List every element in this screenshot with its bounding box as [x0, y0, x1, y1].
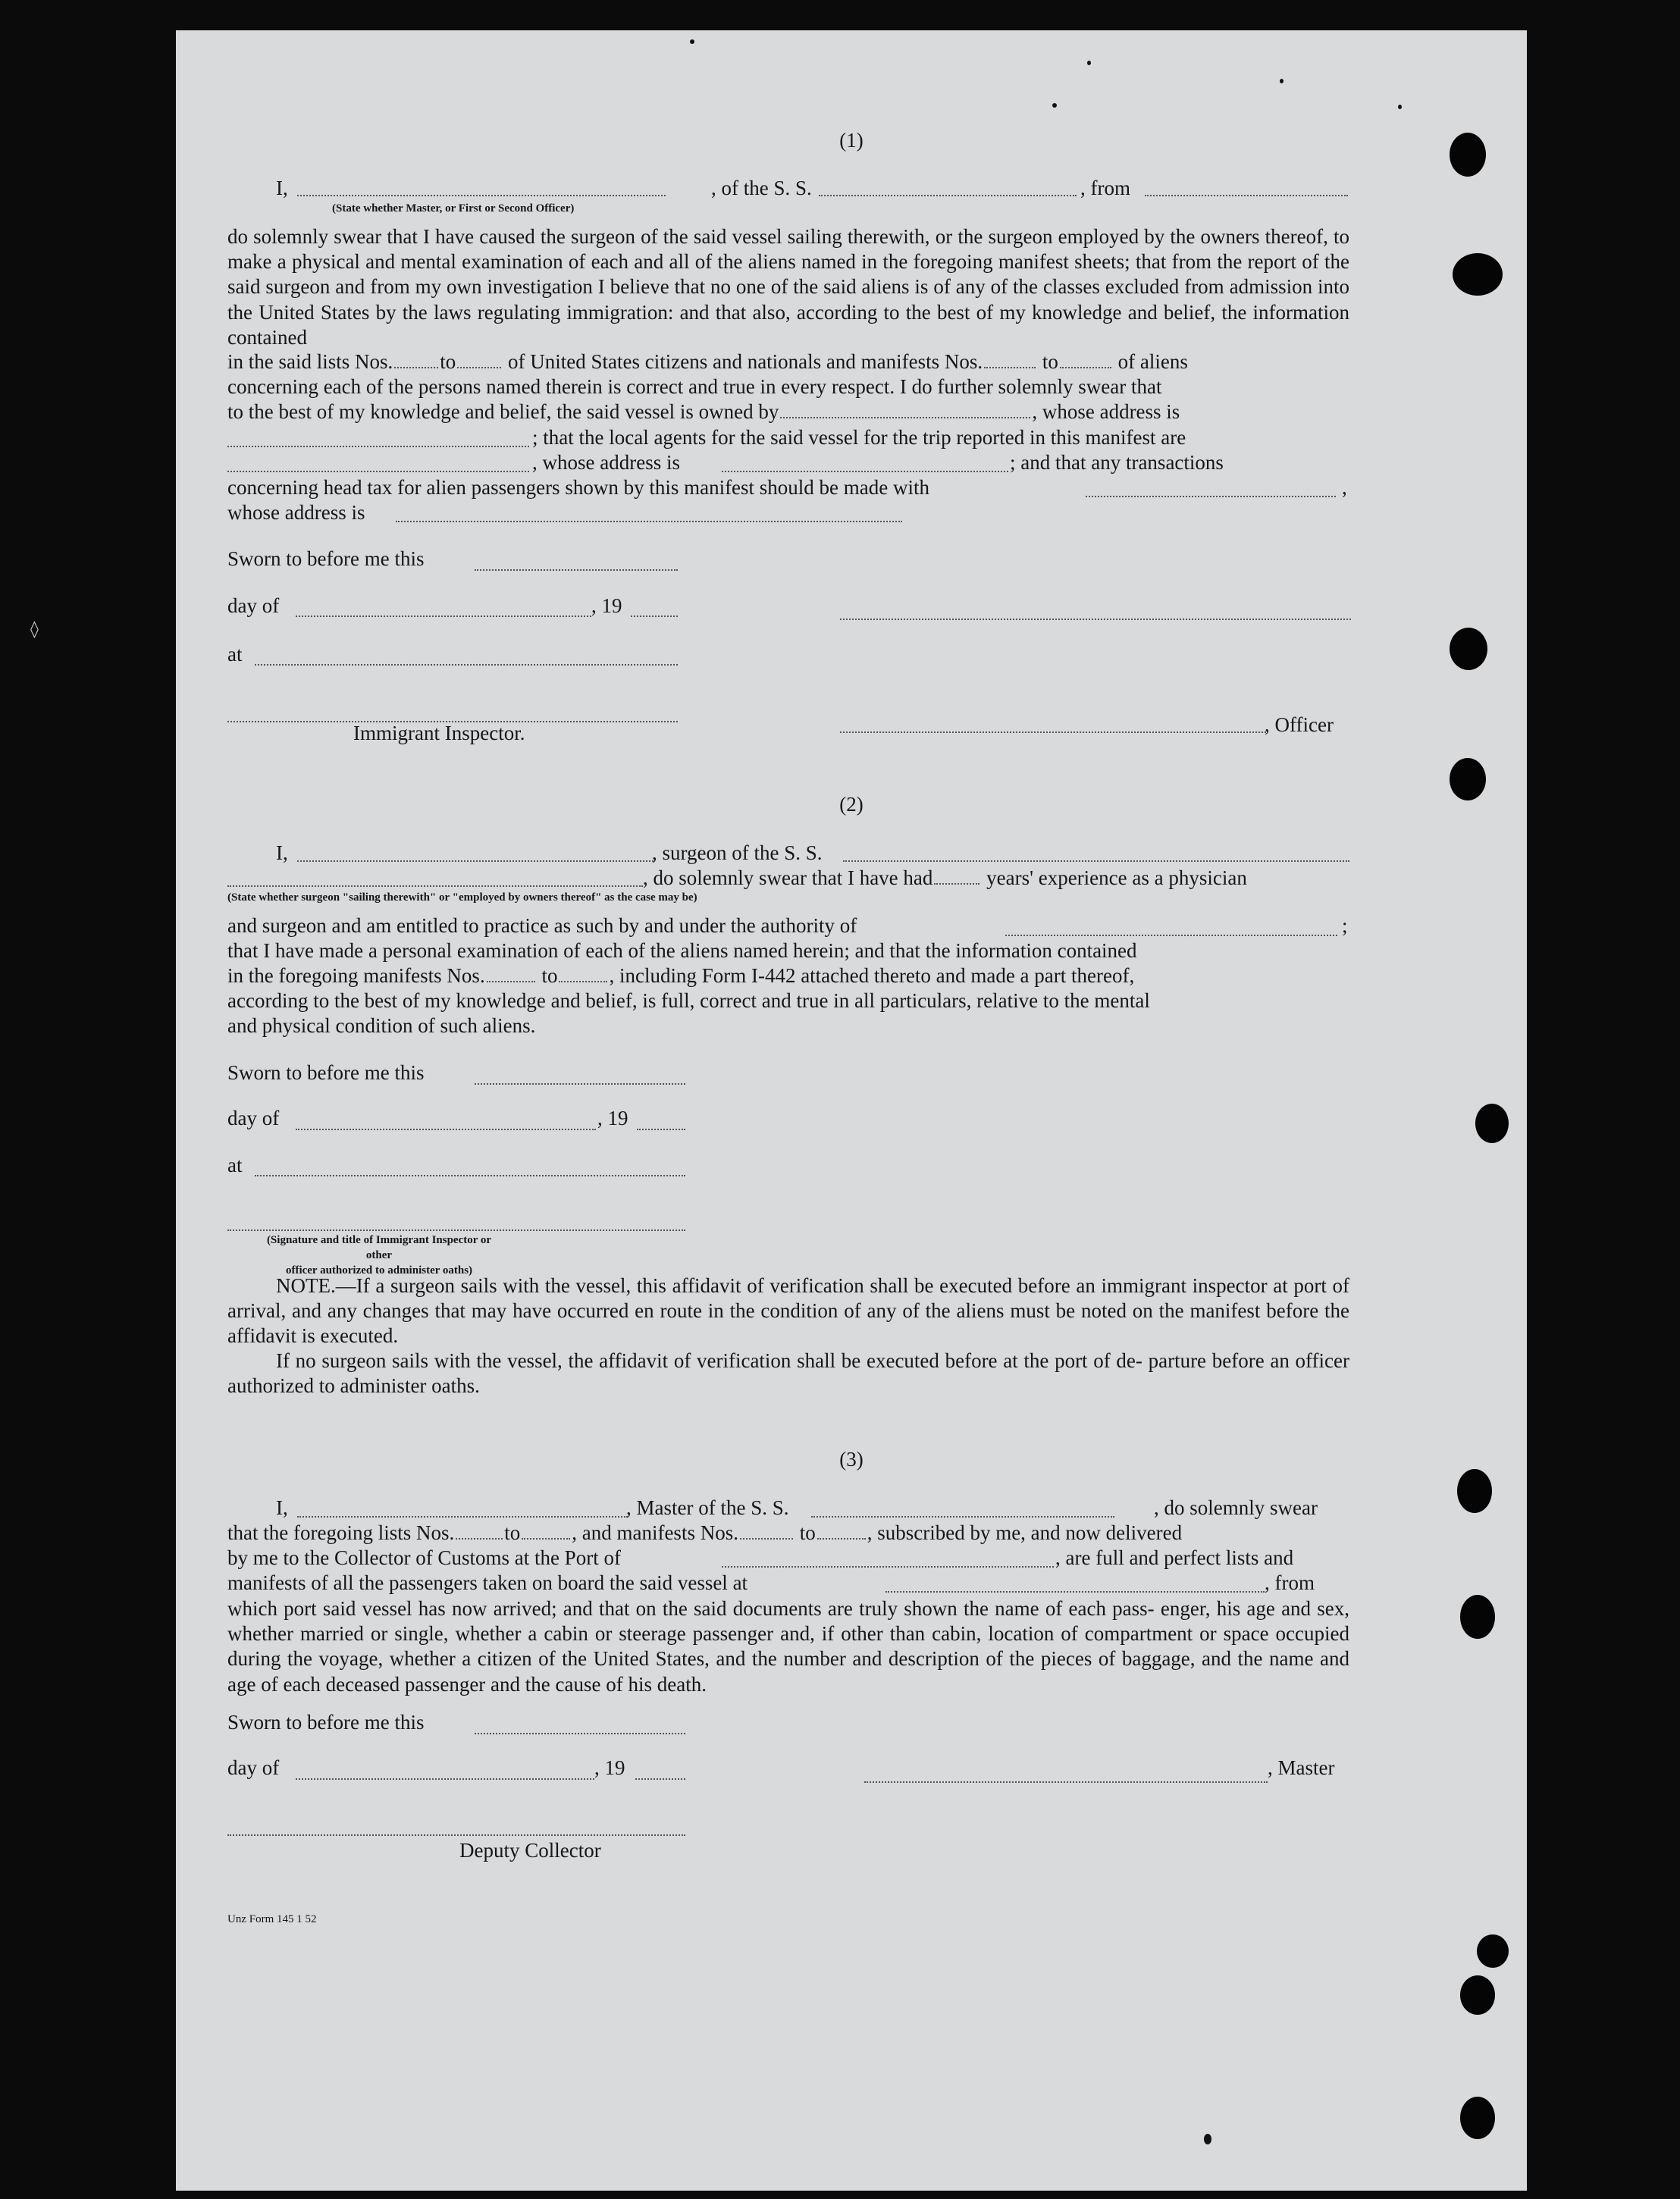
s2-semicolon: ;	[1342, 914, 1348, 937]
s3-manifests-to-field[interactable]	[817, 1523, 866, 1540]
s3-port-text: by me to the Collector of Customs at the Port of	[227, 1546, 621, 1569]
s1-whose-address: whose address is	[227, 501, 365, 524]
s1-agents-field[interactable]	[227, 471, 529, 472]
binder-hole	[1477, 1934, 1509, 1968]
s3-port-field[interactable]	[722, 1566, 1054, 1568]
s2-at-label: at	[227, 1154, 243, 1176]
s2-sailing-field[interactable]	[227, 885, 643, 887]
s2-signature-note: (Signature and title of Immigrant Inspector or other officer authorized to administer oaths)	[266, 1234, 492, 1276]
binder-hole	[1460, 1595, 1495, 1639]
s1-officer-name-field[interactable]	[297, 195, 666, 196]
s2-line-5: and physical condition of such aliens.	[227, 1014, 536, 1037]
s1-of-ss-label: , of the S. S.	[711, 177, 812, 199]
s1-para-line-5: regulating immigration: and that also, according to the best of my knowledge and belief, the information contained	[227, 300, 1350, 349]
s2-authority-text: and surgeon and am entitled to practice as such by and under the authority of	[227, 914, 857, 937]
binder-hole	[1457, 1469, 1492, 1513]
s1-headtax-text: concerning head tax for alien passengers shown by this manifest should be made with	[227, 476, 930, 499]
s3-lists-to-field[interactable]	[522, 1523, 570, 1540]
speck	[1398, 105, 1402, 109]
s2-years-field[interactable]	[934, 868, 979, 885]
s1-from-field[interactable]	[1145, 195, 1348, 196]
s1-para-line-1: do solemnly swear that I have caused the surgeon of the said vessel sailing therewith, or the surgeon employed	[227, 225, 1139, 248]
binder-hole	[1450, 628, 1487, 670]
s1-officer-label: , Officer	[1265, 713, 1334, 736]
s2-year-label: , 19	[597, 1107, 628, 1129]
s2-surgeon-of-label: , surgeon of the S. S.	[652, 841, 823, 864]
section-3-number: (3)	[839, 1448, 864, 1471]
s1-i-label: I,	[276, 177, 288, 199]
s3-manifests-from-field[interactable]	[740, 1523, 793, 1540]
s2-dayof-label: day of	[227, 1107, 280, 1129]
s1-para-line-3: foregoing manifest sheets; that from the report of the said surgeon and from my own investigation I believe that	[227, 250, 1349, 299]
section-1-number: (1)	[839, 129, 864, 152]
s1-owner-address-field[interactable]	[227, 446, 529, 447]
s1-year-field[interactable]	[631, 616, 678, 617]
s2-year-field[interactable]	[637, 1129, 685, 1130]
s1-line-7: concerning each of the persons named therein is correct and true in every respect. I do further solemnly swear that	[227, 375, 1162, 398]
section-2-number: (2)	[839, 793, 864, 816]
s3-year-label: , 19	[594, 1756, 625, 1779]
s2-swear-line: , do solemnly swear that I have had years' experience as a physician	[643, 866, 1247, 889]
s3-deputy-signature-field[interactable]	[227, 1834, 685, 1836]
s3-port-text-2: , are full and perfect lists and	[1055, 1546, 1294, 1569]
s1-signature-field[interactable]	[840, 619, 1351, 620]
binder-hole	[1475, 1104, 1509, 1143]
s2-day-field[interactable]	[296, 1129, 596, 1130]
s3-from-label: , from	[1265, 1571, 1315, 1594]
s2-vessel-field[interactable]	[843, 860, 1349, 862]
s1-agents-text: ; that the local agents for the said vessel for the trip reported in this manifest are	[532, 426, 1186, 449]
s1-lists-to-field[interactable]	[457, 352, 501, 368]
s3-master-label: , Master	[1268, 1756, 1335, 1779]
speck	[1280, 79, 1284, 83]
s3-day-field[interactable]	[296, 1778, 594, 1780]
s1-agent-address-label: , whose address is	[532, 451, 680, 474]
s2-line-4: according to the best of my knowledge and belief, is full, correct and true in all particulars, relative to the mental	[227, 989, 1150, 1012]
s2-note-paragraph: NOTE.—If a surgeon sails with the vessel, this affidavit of verification shall be executed before an immigrant inspector at port of arrival, and any changes that may have occurred en route in the condition of any of the aliens must be noted on the manifest before the affidavit is executed.	[227, 1274, 1350, 1348]
s2-signature-field[interactable]	[227, 1229, 685, 1231]
s1-manifests-from-field[interactable]	[984, 352, 1036, 368]
s1-owned-line: to the best of my knowledge and belief, the said vessel is owned by , whose address is	[227, 400, 1180, 423]
s2-personal-text: that I have made a personal examination of each of the aliens named herein; and that the information contained	[227, 939, 1137, 962]
s2-manifests-from-field[interactable]	[487, 966, 535, 982]
s1-comma: ,	[1342, 476, 1347, 499]
s3-board-field[interactable]	[885, 1591, 1265, 1593]
binder-hole	[1460, 2097, 1495, 2139]
edge-mark: ◊	[30, 620, 39, 639]
s1-manifests-to-field[interactable]	[1060, 352, 1111, 368]
s3-master-signature-field[interactable]	[864, 1781, 1268, 1783]
s1-headtax-field[interactable]	[1086, 496, 1336, 497]
form-page	[176, 30, 1527, 2191]
s1-day-field[interactable]	[296, 616, 591, 617]
s1-lists-from-field[interactable]	[394, 352, 438, 368]
binder-hole	[1450, 758, 1486, 800]
s3-oath-paragraph: which port said vessel has now arrived; and that on the said documents are truly shown the name of each pass- enger, his age and sex, whether married or single, whether a cabin or steerage passenger and, if other than cabin, location of compartment or space occupied during the voyage, whether a citizen of the United States, and the number and description of the pieces of baggage, and the name and age of each deceased passenger and the cause of his death.	[227, 1597, 1350, 1696]
s1-at-label: at	[227, 643, 243, 666]
s2-sworn-label: Sworn to before me this	[227, 1061, 425, 1084]
s1-headtax-address-field[interactable]	[396, 521, 902, 522]
s2-at-field[interactable]	[255, 1175, 685, 1176]
s1-at-field[interactable]	[255, 664, 678, 666]
s1-para-line-2: by the owners thereof, to make a physical and mental examination of each and all of the aliens named in the	[227, 225, 1350, 274]
s3-swear-label: , do solemnly swear	[1154, 1496, 1318, 1519]
speck	[1204, 2134, 1211, 2144]
s1-vessel-field[interactable]	[819, 195, 1077, 196]
s3-board-text: manifests of all the passengers taken on board the said vessel at	[227, 1571, 748, 1594]
s1-agent-address-field[interactable]	[722, 471, 1008, 472]
s1-sworn-label: Sworn to before me this	[227, 547, 425, 570]
s2-manifests-to-field[interactable]	[559, 966, 607, 982]
s2-i-label: I,	[276, 841, 288, 864]
s3-sworn-field[interactable]	[475, 1733, 685, 1734]
s1-sworn-field[interactable]	[475, 569, 678, 571]
s3-lists-from-field[interactable]	[456, 1523, 503, 1540]
s2-sworn-field[interactable]	[475, 1083, 685, 1085]
s1-dayof-label: day of	[227, 594, 280, 617]
s1-from-label: , from	[1080, 177, 1130, 199]
s1-para-line-4: no one of the said aliens is of any of the classes excluded from admission into the United States by the laws	[227, 275, 1350, 324]
s2-surgeon-note: (State whether surgeon "sailing therewith" or "employed by owners thereof" as the case may be)	[227, 891, 697, 904]
s1-lists-line: in the said lists Nos. to of United States citizens and nationals and manifests Nos. to of aliens	[227, 350, 1188, 373]
s2-surgeon-name-field[interactable]	[297, 860, 654, 862]
s1-transactions-text: ; and that any transactions	[1010, 451, 1224, 474]
s1-officer-note: (State whether Master, or First or Second Officer)	[332, 202, 575, 215]
speck	[1052, 103, 1057, 108]
s3-i-label: I,	[276, 1496, 288, 1519]
s2-manifests-line: in the foregoing manifests Nos. to , including Form I-442 attached thereto and made a part thereof,	[227, 964, 1135, 987]
form-identifier: Unz Form 145 1 52	[227, 1913, 317, 1925]
s3-master-of-label: , Master of the S. S.	[626, 1496, 789, 1519]
s1-oath-paragraph	[227, 224, 1349, 350]
s3-dayof-label: day of	[227, 1756, 280, 1779]
s1-inspector-label: Immigrant Inspector.	[353, 722, 525, 744]
s3-sworn-label: Sworn to before me this	[227, 1711, 425, 1734]
binder-hole	[1460, 1975, 1495, 2015]
s1-officer-signature-field[interactable]	[840, 731, 1266, 733]
speck	[1087, 61, 1091, 65]
binder-hole	[1453, 253, 1503, 296]
s3-year-field[interactable]	[635, 1778, 685, 1780]
s3-lists-line: that the foregoing lists Nos. to , and manifests Nos. to , subscribed by me, and now delivered	[227, 1521, 1183, 1544]
s3-vessel-field[interactable]	[811, 1516, 1114, 1518]
s2-note-paragraph-2: If no surgeon sails with the vessel, the affidavit of verification shall be executed before at the port of de- parture before an officer authorized to administer oaths.	[227, 1349, 1349, 1398]
s2-authority-field[interactable]	[1005, 935, 1337, 936]
speck	[690, 39, 694, 44]
s1-owner-field[interactable]	[780, 402, 1030, 418]
s3-master-name-field[interactable]	[297, 1516, 628, 1518]
s1-year-label: , 19	[591, 594, 622, 617]
s3-deputy-label: Deputy Collector	[459, 1839, 601, 1862]
binder-hole	[1450, 133, 1486, 177]
